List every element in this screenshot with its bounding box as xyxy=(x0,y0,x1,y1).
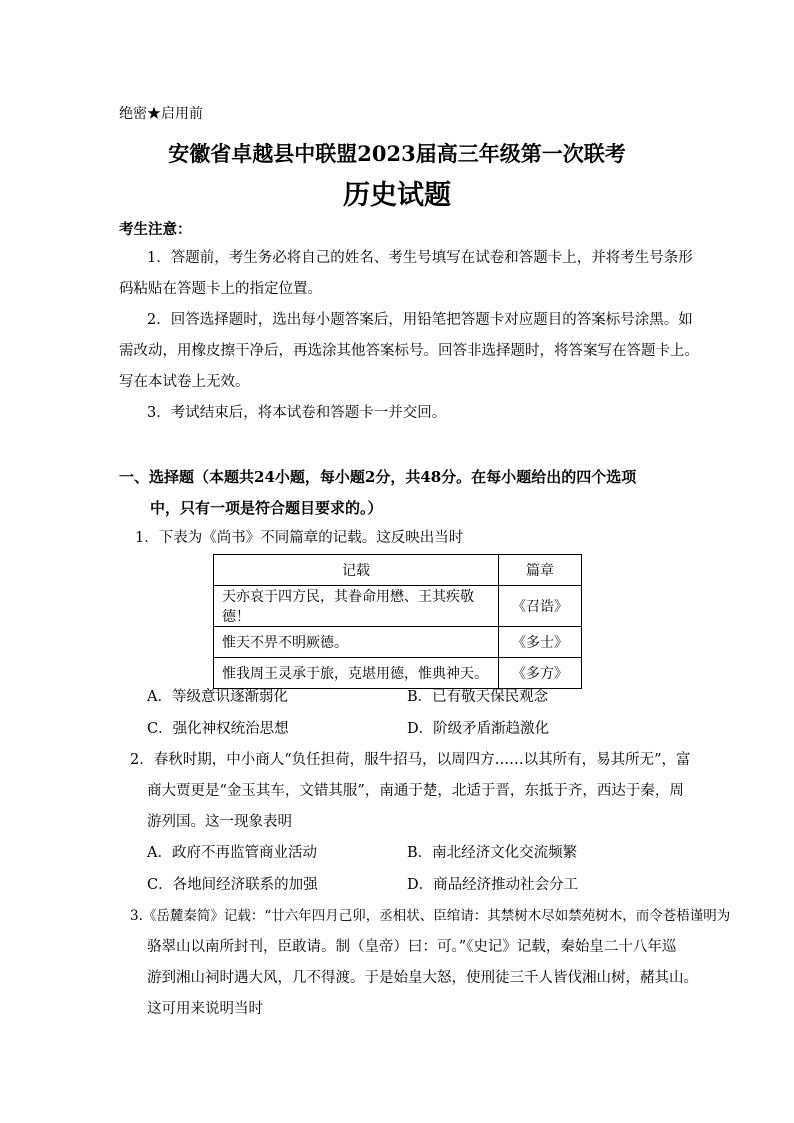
q2-option-a: A．政府不再监管商业活动 xyxy=(147,845,317,861)
table-header-record: 记载 xyxy=(214,555,499,586)
section-1-heading-line-1: 一、选择题（本题共24小题，每小题2分，共48分。在每小题给出的四个选项 xyxy=(119,468,637,486)
table-cell-record: 惟我周王灵承于旅，克堪用德，惟典神天。 xyxy=(214,658,499,689)
q3-stem-line-3: 游到湘山祠时遇大风，几不得渡。于是始皇大怒，使刑徒三千人皆伐湘山树，赭其山。 xyxy=(147,970,698,986)
q3-stem-line-1: 3.《岳麓秦简》记载：“廿六年四月己卯，丞相状、臣绾请：其禁树木尽如禁苑树木，而令苍梧谨明为 xyxy=(130,908,731,924)
q3-stem-line-4: 这可用来说明当时 xyxy=(147,1001,263,1017)
table-cell-record: 天亦哀于四方民，其眷命用懋、王其疾敬德！ xyxy=(214,586,499,627)
notice-item-3: 3．考试结束后，将本试卷和答题卡一并交回。 xyxy=(147,405,447,421)
q1-option-b: B．已有敬天保民观念 xyxy=(407,689,549,705)
subject-title: 历史试题 xyxy=(343,180,451,211)
table-header-row xyxy=(214,555,582,586)
notice-item-2-line-1: 2．回答选择题时，选出每小题答案后，用铅笔把答题卡对应题目的答案标号涂黑。如 xyxy=(147,312,693,328)
notice-item-2-line-2: 需改动，用橡皮擦干净后，再选涂其他答案标号。回答非选择题时，将答案写在答题卡上。 xyxy=(119,343,699,359)
q2-option-b: B．南北经济文化交流频繁 xyxy=(407,845,578,861)
secret-mark: 绝密★启用前 xyxy=(119,106,203,122)
notice-item-1-line-2: 码粘贴在答题卡上的指定位置。 xyxy=(119,281,322,297)
q1-option-c: C．强化神权统治思想 xyxy=(147,721,289,737)
q2-option-c: C．各地间经济联系的加强 xyxy=(147,877,318,893)
table-row xyxy=(214,658,582,689)
table-cell-chapter: 《多方》 xyxy=(499,658,582,689)
q2-stem-line-1: 2．春秋时期，中小商人“负任担荷，服牛招马，以周四方……以其所有，易其所无”，富 xyxy=(130,752,691,768)
q2-stem-line-3: 游列国。这一现象表明 xyxy=(147,814,292,830)
exam-title: 安徽省卓越县中联盟2023届高三年级第一次联考 xyxy=(168,141,626,166)
q1-table xyxy=(213,554,582,689)
q1-option-a: A．等级意识逐渐弱化 xyxy=(147,689,288,705)
table-cell-record: 惟天不畀不明厥德。 xyxy=(214,627,499,658)
section-1-heading-line-2: 中，只有一项是符合题目要求的。） xyxy=(150,499,383,517)
table-cell-chapter: 《召诰》 xyxy=(499,586,582,627)
notice-item-1-line-1: 1．答题前，考生务必将自己的姓名、考生号填写在试卷和答题卡上，并将考生号条形 xyxy=(147,250,693,266)
table-header-chapter: 篇章 xyxy=(499,555,582,586)
notice-item-2-line-3: 写在本试卷上无效。 xyxy=(119,374,250,390)
table-row xyxy=(214,627,582,658)
table-row xyxy=(214,586,582,627)
q3-stem-line-2: 骆翠山以南所封刊，臣敢请。制（皇帝）曰：可。”《史记》记载，秦始皇二十八年巡 xyxy=(147,939,677,955)
q2-option-d: D．商品经济推动社会分工 xyxy=(407,877,579,893)
q2-stem-line-2: 商大贾更是“金玉其车，文错其服”，南通于楚，北适于晋，东抵于齐，西达于秦，周 xyxy=(147,783,684,799)
notice-title: 考生注意： xyxy=(119,221,192,238)
q1-stem: 1．下表为《尚书》不同篇章的记载。这反映出当时 xyxy=(135,530,464,546)
table-cell-chapter: 《多士》 xyxy=(499,627,582,658)
q1-option-d: D．阶级矛盾渐趋激化 xyxy=(407,721,550,737)
